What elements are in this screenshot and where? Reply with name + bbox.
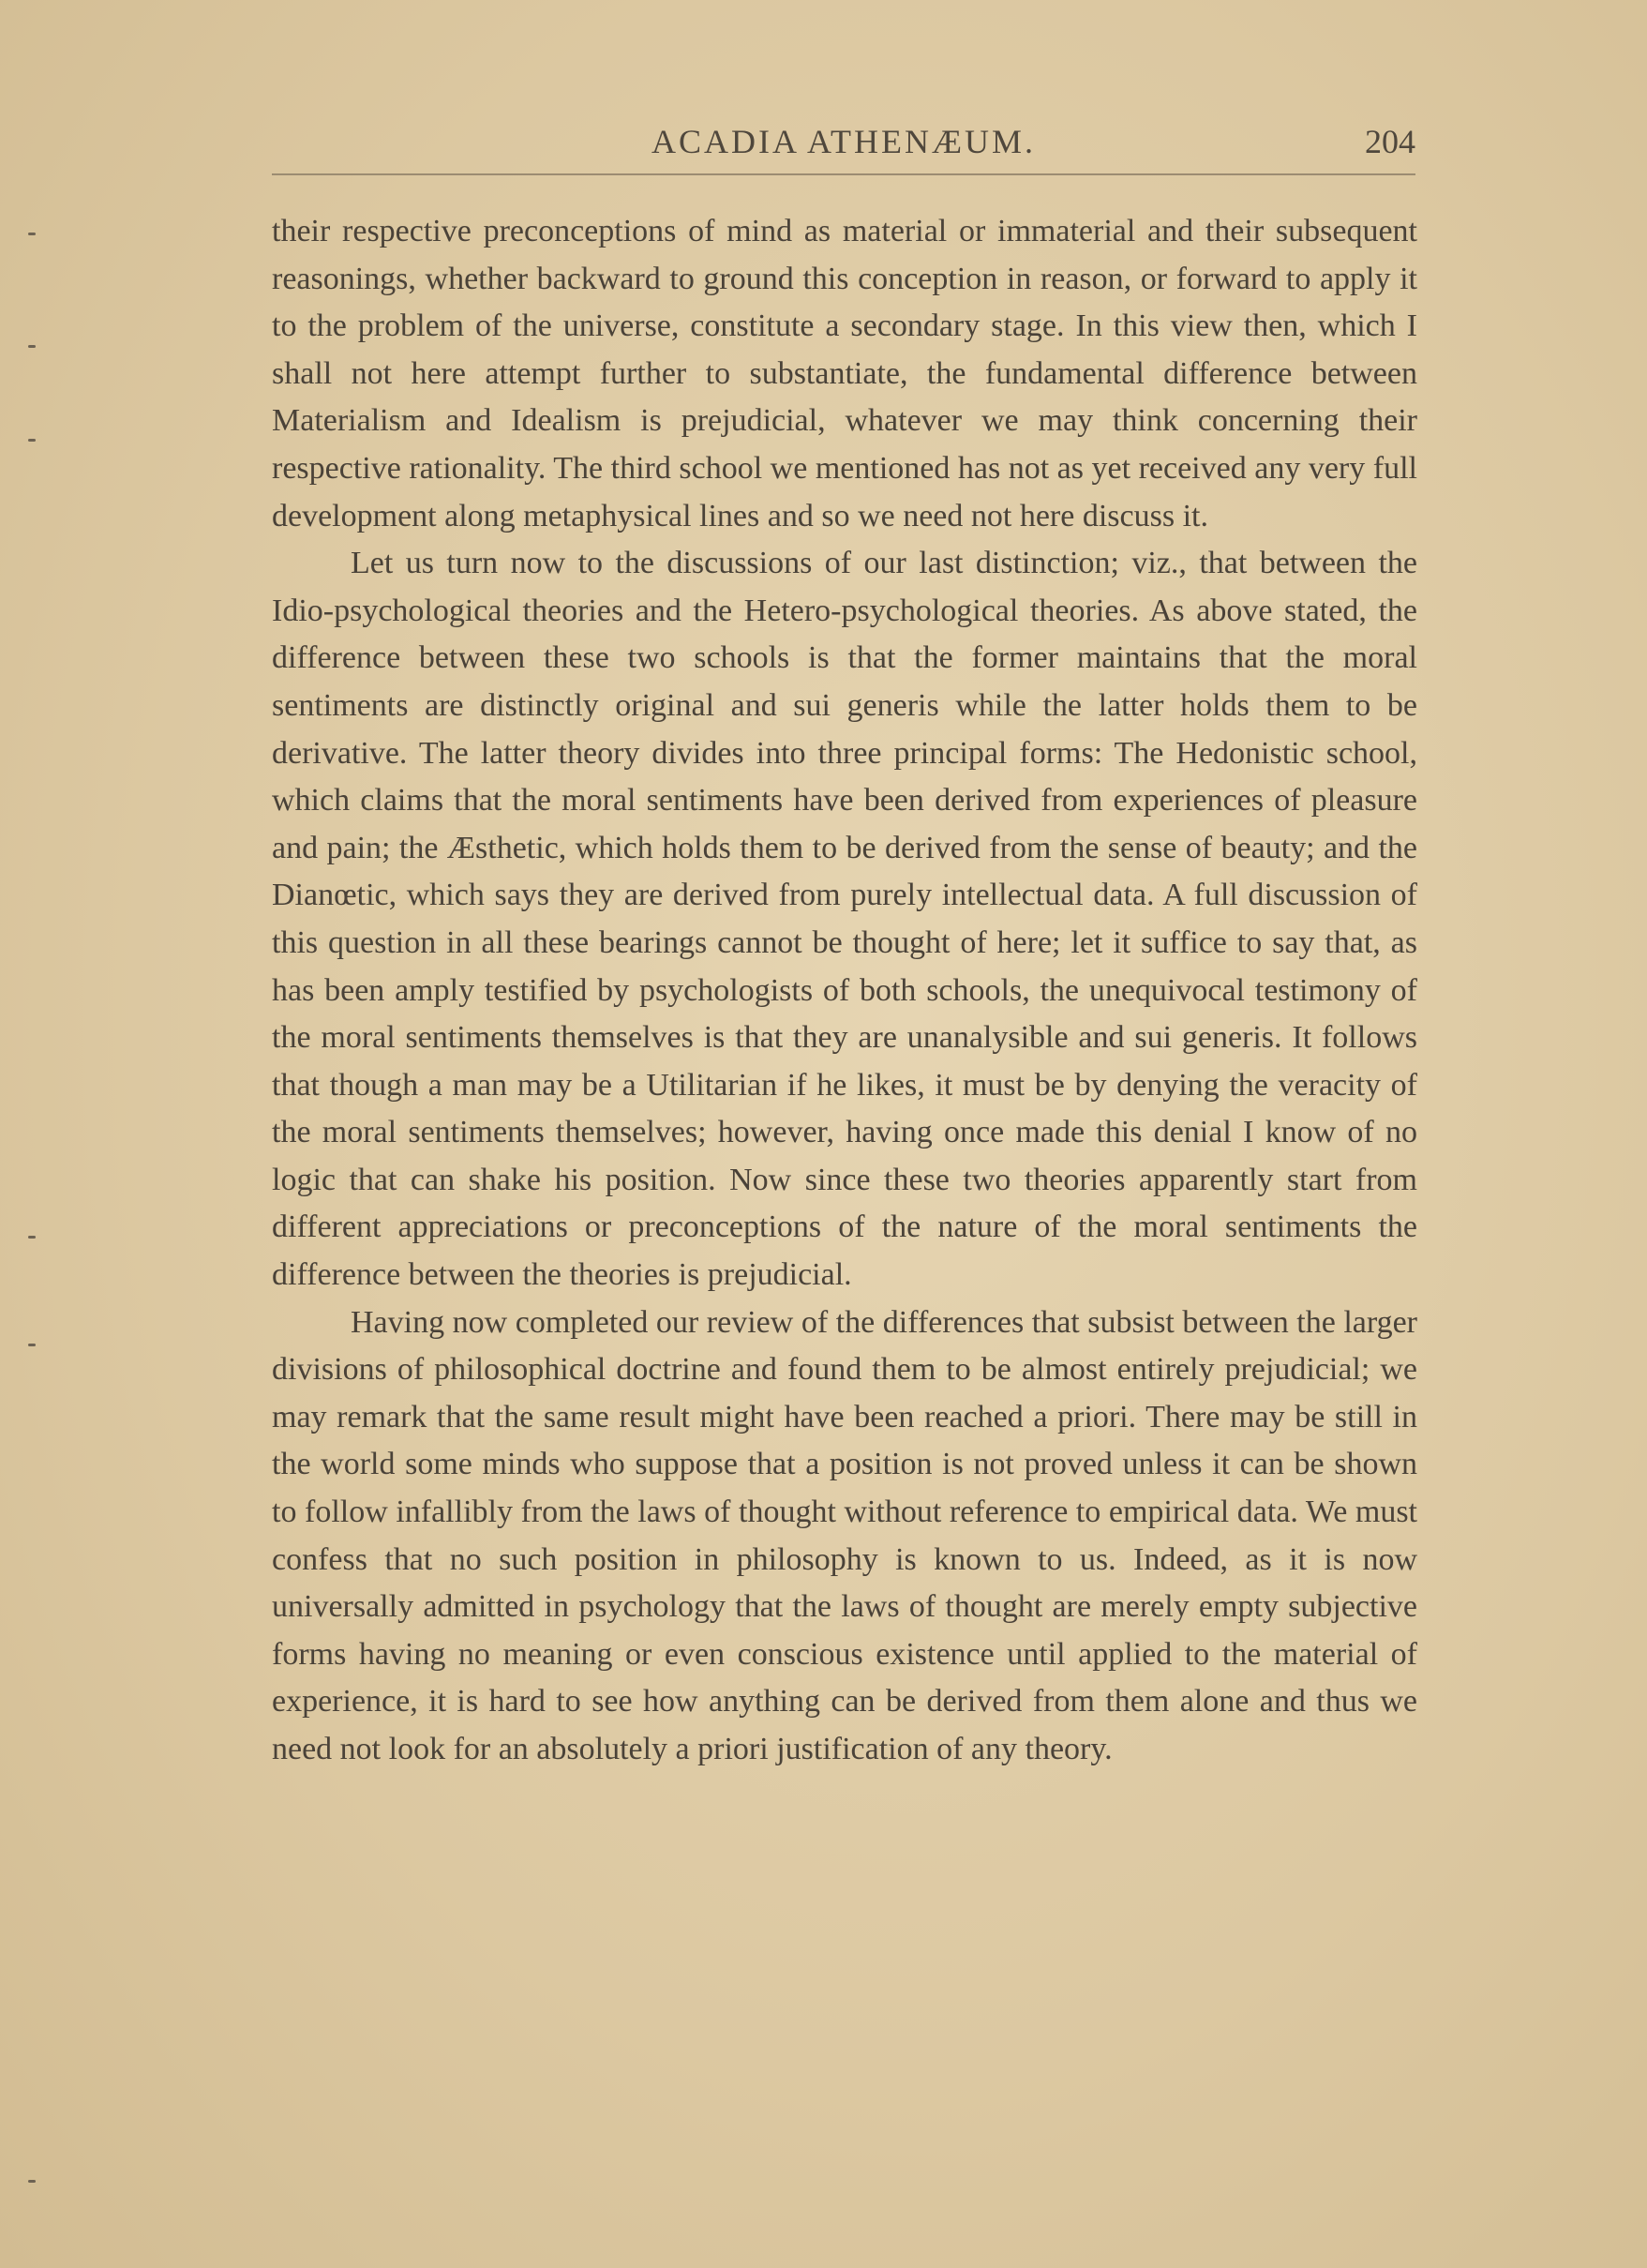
margin-speck <box>28 345 36 348</box>
margin-speck <box>28 439 36 442</box>
margin-speck <box>28 233 36 235</box>
running-header <box>272 114 1415 171</box>
paragraph-idio-hetero: Let us turn now to the discussions of our last distinction; viz., that between the Idio-psychological theories and the Hetero-psychological theories. As above stated, the difference between these two schools is that the former maintains that the moral sentiments are distinctly original and sui generis while the latter holds them to be derivative. The latter theory divides into three principal forms: The Hedonistic school, which claims that the moral sentiments have been derived from experiences of pleasure and pain; the Æsthetic, which holds them to be derived from the sense of beauty; and the Dianœtic, which says they are derived from purely intellectual data. A full discussion of this question in all these bearings cannot be thought of here; let it suffice to say that, as has been amply testified by psychologists of both schools, the unequivocal testimony of the moral sentiments themselves is that they are unanalysible and sui generis. It follows that though a man may be a Utilitarian if he likes, it must be by denying the veracity of the moral sentiments themselves; however, having once made this denial I know of no logic that can shake his position. Now since these two theories apparently start from different appreciations or preconceptions of the nature of the moral sentiments the difference between the theories is prejudicial. <box>272 546 1417 1293</box>
page-number: 204 <box>1365 123 1415 160</box>
paragraph-a-priori: Having now completed our review of the differences that subsist between the larger divisions of philosophical doctrine and found them to be almost entirely prejudicial; we may remark that the same result might have been reached a priori. There may be still in the world some minds who suppose that a position is not proved unless it can be shown to follow infallibly from the laws of thought without reference to empirical data. We must confess that no such position in philosophy is known to us. Indeed, as it is now universally admitted in psychology that the laws of thought are merely empty subjective forms having no meaning or even conscious existence until applied to the material of experience, it is hard to see how anything can be derived from them alone and thus we need not look for an absolutely a priori justification of any theory. <box>272 1304 1417 1766</box>
margin-speck <box>28 1236 36 1239</box>
body-text <box>272 208 1417 1774</box>
margin-speck <box>28 1344 36 1346</box>
margin-speck <box>28 2180 36 2183</box>
header-rule <box>272 173 1415 175</box>
running-title: ACADIA ATHENÆUM. <box>651 123 1037 160</box>
paragraph-continued: their respective preconceptions of mind as material or immaterial and their subsequent reasonings, whether backward to ground this conception in reason, or forward to apply it to the problem of the universe, constitute a secondary stage. In this view then, which I shall not here attempt further to substantiate, the fundamental difference between Materialism and Idealism is prejudicial, whatever we may think concerning their respective rationality. The third school we mentioned has not as yet received any very full development along metaphysical lines and so we need not here discuss it. <box>272 214 1417 533</box>
